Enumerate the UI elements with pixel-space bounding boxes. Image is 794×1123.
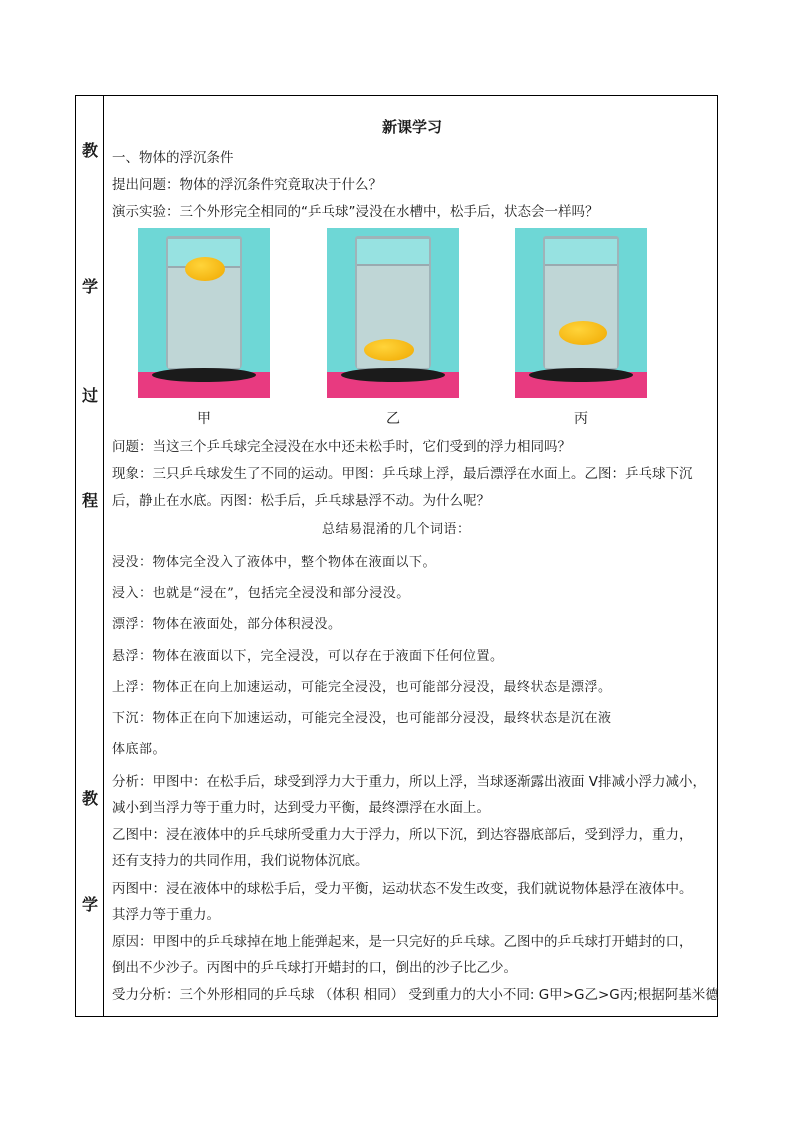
term-shangfu: 上浮：物体正在向上加速运动，可能完全浸没，也可能部分浸没，最终状态是漂浮。 (112, 680, 612, 695)
term-piaofu: 漂浮：物体在液面处，部分体积浸没。 (112, 617, 342, 632)
page-title: 新课学习 (381, 118, 442, 136)
term-jinmo: 浸没：物体完全没入了液体中，整个物体在液面以下。 (112, 555, 437, 570)
analysis-b1: 乙图中：浸在液体中的乒乓球所受重力大于浮力，所以下沉，到达容器底部后，受到浮力，重力， (112, 827, 693, 843)
term-jinru: 浸入：也就是“浸在”，包括完全浸没和部分浸没。 (112, 586, 410, 601)
analysis-e1: 受力分析：三个外形相同的乒乓球 （体积 相同） 受到重力的大小不同: G甲>G乙>G丙;根据阿基米德 (112, 987, 719, 1003)
term-xuanfu: 悬浮：物体在液面以下，完全浸没，可以存在于液面下任何位置。 (112, 649, 504, 664)
water (168, 267, 240, 368)
photo-jia (138, 228, 270, 398)
ping-pong-ball (559, 321, 607, 345)
ping-pong-ball (185, 257, 225, 281)
analysis-d2: 倒出不少沙子。丙图中的乒乓球打开蜡封的口，倒出的沙子比乙少。 (112, 960, 517, 976)
analysis-a1: 分析：甲图中：在松手后，球受到浮力大于重力，所以上浮，当球逐渐露出液面 V排减小浮力减小， (112, 774, 707, 790)
summary-title: 总结易混淆的几个词语： (322, 522, 471, 537)
section-title: 一、物体的浮沉条件 (112, 150, 234, 166)
beaker-base (341, 368, 445, 382)
caption-bing: 丙 (574, 411, 588, 427)
beaker-base (152, 368, 256, 382)
analysis-b2: 还有支持力的共同作用，我们说物体沉底。 (112, 853, 369, 869)
analysis-c2: 其浮力等于重力。 (112, 907, 220, 923)
caption-yi: 乙 (386, 411, 400, 427)
ping-pong-ball (364, 339, 414, 361)
photo-bing (515, 228, 647, 398)
left-label-column (76, 96, 104, 1016)
side-label-xue-2: 学 (81, 895, 98, 914)
term-xiachen-2: 体底部。 (112, 742, 167, 757)
analysis-c1: 丙图中：浸在液体中的球松手后，受力平衡，运动状态不发生改变，我们就说物体悬浮在液体中。 (112, 881, 693, 897)
question-2: 问题：当这三个乒乓球完全浸没在水中还未松手时，它们受到的浮力相同吗？ (112, 439, 571, 455)
phenomenon-line-2: 后，静止在水底。丙图：松手后，乒乓球悬浮不动。为什么呢？ (112, 493, 490, 509)
side-label-xue: 学 (81, 277, 98, 296)
question-text: 提出问题：物体的浮沉条件究竟取决于什么？ (112, 177, 382, 193)
analysis-a2: 减小到当浮力等于重力时，达到受力平衡，最终漂浮在水面上。 (112, 800, 490, 816)
lesson-table (75, 95, 718, 1017)
side-label-guo: 过 (81, 386, 98, 405)
photo-yi (327, 228, 459, 398)
glass-beaker (355, 236, 431, 370)
glass-beaker (543, 236, 619, 370)
side-label-cheng: 程 (81, 491, 98, 510)
glass-beaker (166, 236, 242, 370)
water (545, 265, 617, 368)
analysis-d1: 原因：甲图中的乒乓球掉在地上能弹起来，是一只完好的乒乓球。乙图中的乒乓球打开蜡封的口， (112, 934, 693, 950)
side-label-jiao: 教 (81, 141, 98, 160)
beaker-base (529, 368, 633, 382)
demo-text: 演示实验：三个外形完全相同的“乒乓球”浸没在水槽中，松手后，状态会一样吗？ (112, 204, 599, 220)
side-label-jiao-2: 教 (81, 789, 98, 808)
term-xiachen-1: 下沉：物体正在向下加速运动，可能完全浸没，也可能部分浸没，最终状态是沉在液 (112, 711, 612, 726)
caption-jia: 甲 (197, 411, 211, 427)
phenomenon-line-1: 现象：三只乒乓球发生了不同的运动。甲图：乒乓球上浮，最后漂浮在水面上。乙图：乒乓球下沉 (112, 466, 693, 482)
